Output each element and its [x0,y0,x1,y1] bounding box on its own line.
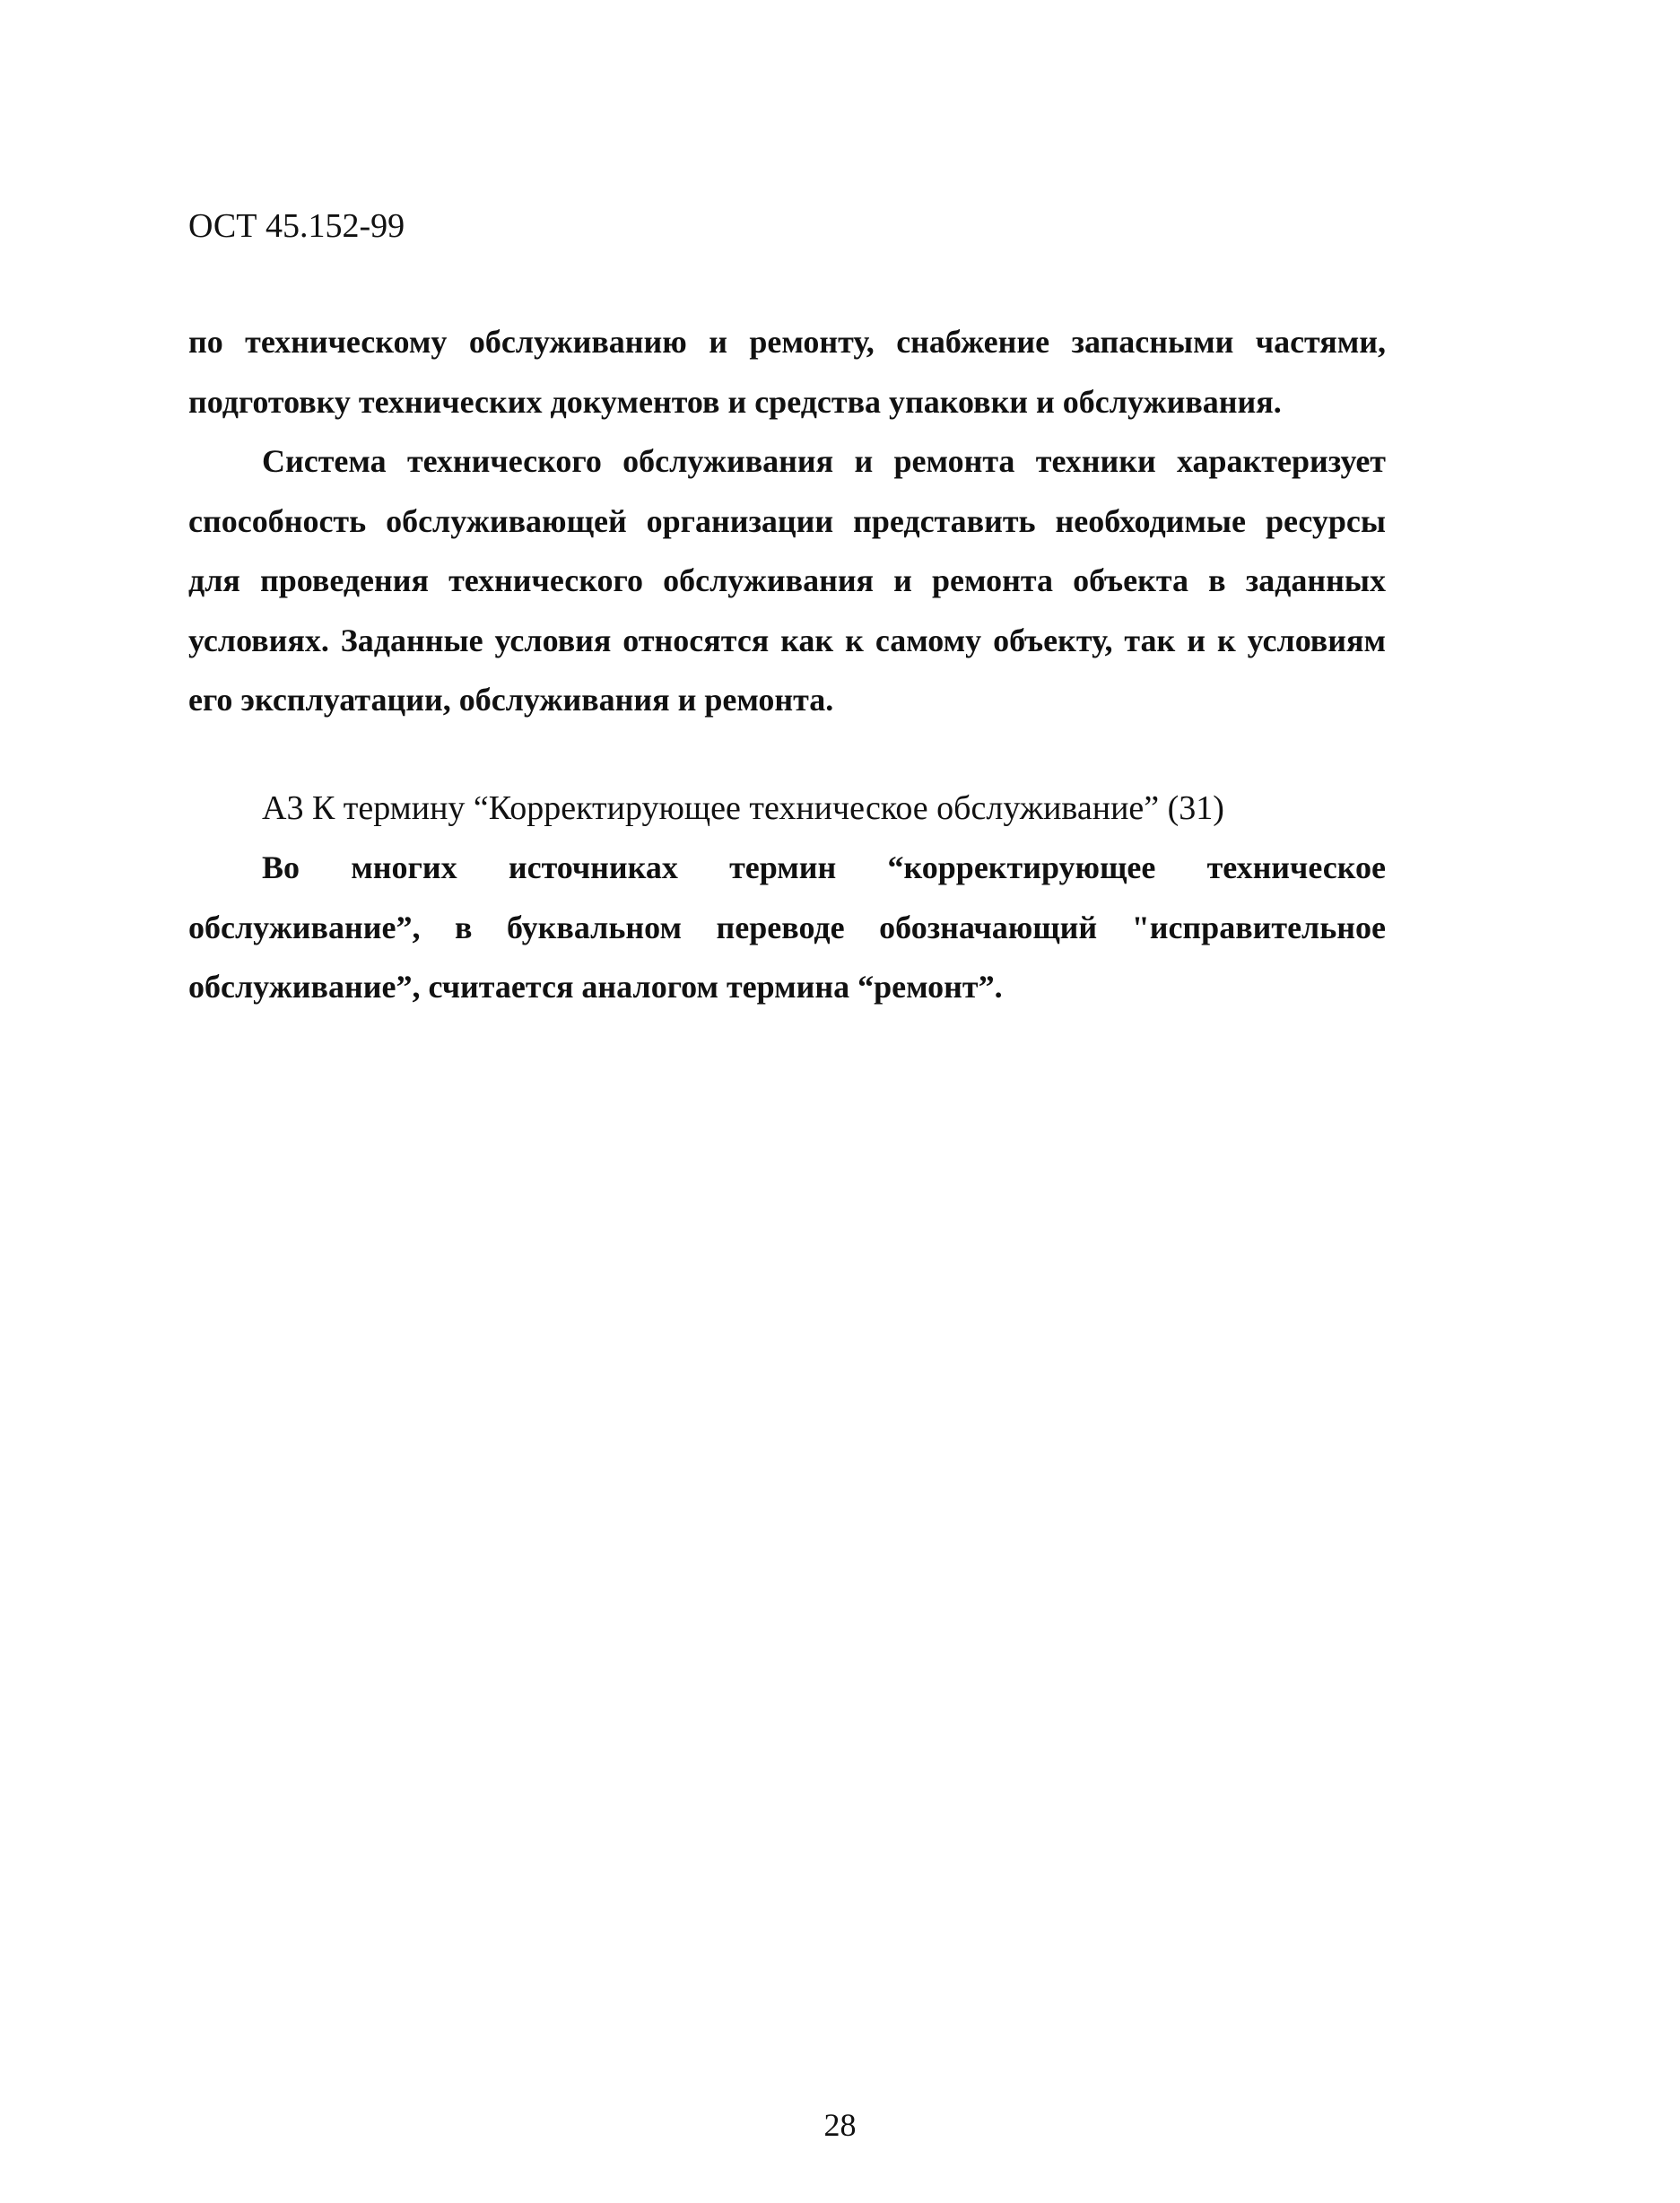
section-heading-a3: А3 К термину “Корректирующее техническое обслуживание” (31) [262,789,1224,827]
document-code: ОСТ 45.152-99 [188,207,405,245]
body-paragraph-maintenance-system: Система технического обслуживания и ремонта техники характеризует способность обслуживающей организации представить необходимые ресурсы для проведения технического обслуживания и ремонта объекта в заданных условиях. Заданные условия относятся как к самому объекту, так и к условиям его эксплуатации, обслуживания и ремонта. [188,443,1386,718]
body-paragraph-continuation: по техническому обслуживанию и ремонту, снабжение запасными частями, подготовку технических документов и средства упаковки и обслуживания. [188,324,1386,420]
body-paragraph-corrective-maintenance: Во многих источниках термин “корректирующее техническое обслуживание”, в буквальном переводе обозначающий "исправительное обслуживание”, считается аналогом термина “ремонт”. [188,849,1386,1005]
page-number: 28 [823,2107,857,2143]
